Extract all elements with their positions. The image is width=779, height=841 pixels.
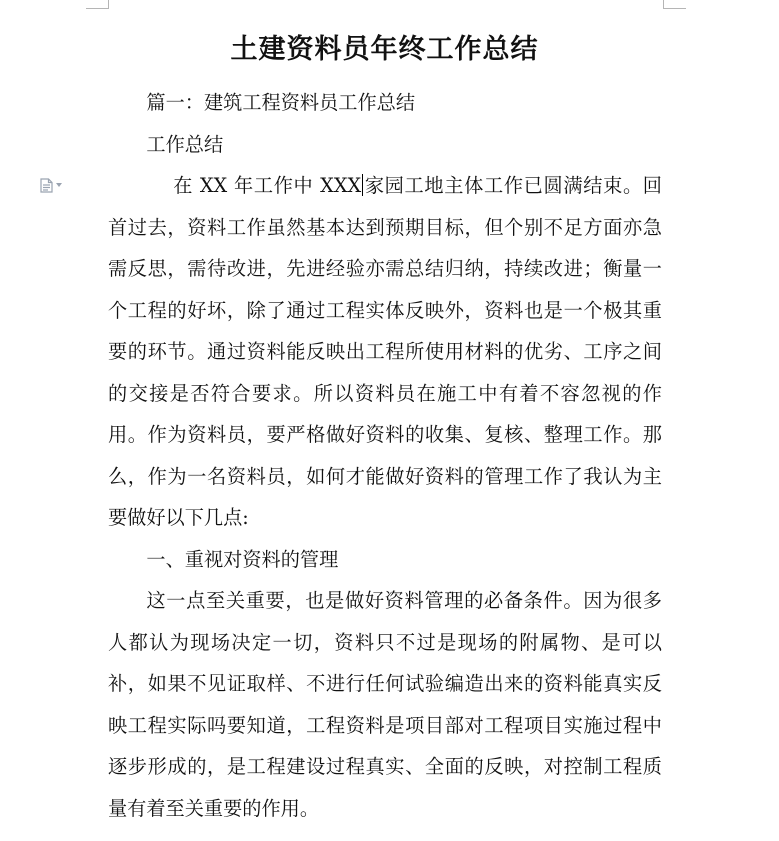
intro-text-part1: 在 XX 年工作中 XXX	[173, 174, 362, 197]
crop-mark-left	[86, 0, 109, 9]
intro-text-part2: 家园工地主体工作已圆满结束。回首过去，资料工作虽然基本达到预期目标，但个别不足方面亦急需反思，需待改进，先进经验亦需总结归纳，持续改进；衡量一个工程的好坏，除了通过工程实体反映外，资料也是一个极其重要的环节。通过资料能反映出工程所使用材料的优劣、工序之间的交接是否符合要求。所以资料员在施工中有着不容忽视的作用。作为资料员，要严格做好资料的收集、复核、整理工作。那么，作为一名资料员，如何才能做好资料的管理工作了我认为主要做好以下几点:	[108, 174, 662, 529]
section-heading-1: 一、重视对资料的管理	[146, 547, 339, 571]
section-label: 工作总结	[146, 132, 224, 156]
document-title: 土建资料员年终工作总结	[230, 34, 539, 65]
subtitle-line: 篇一：建筑工程资料员工作总结	[146, 91, 416, 114]
chevron-down-icon	[56, 183, 62, 187]
body-paragraph-1[interactable]: 这一点至关重要，也是做好资料管理的必备条件。因为很多人都认为现场决定一切，资料只不过是现场的附属物、是可以补，如果不见证取样、不进行任何试验编造出来的资料能真实反映工程实际吗要知道，工程资料是项目部对工程项目实施过程中逐步形成的，是工程建设过程真实、全面的反映，对控制工程质量有着至关重要的作用。	[108, 589, 662, 820]
paragraph-handle[interactable]	[40, 176, 66, 194]
document-icon	[40, 178, 53, 193]
intro-paragraph[interactable]	[108, 165, 662, 539]
text-cursor	[362, 174, 363, 196]
document-body	[108, 82, 662, 829]
crop-mark-right	[663, 0, 686, 9]
